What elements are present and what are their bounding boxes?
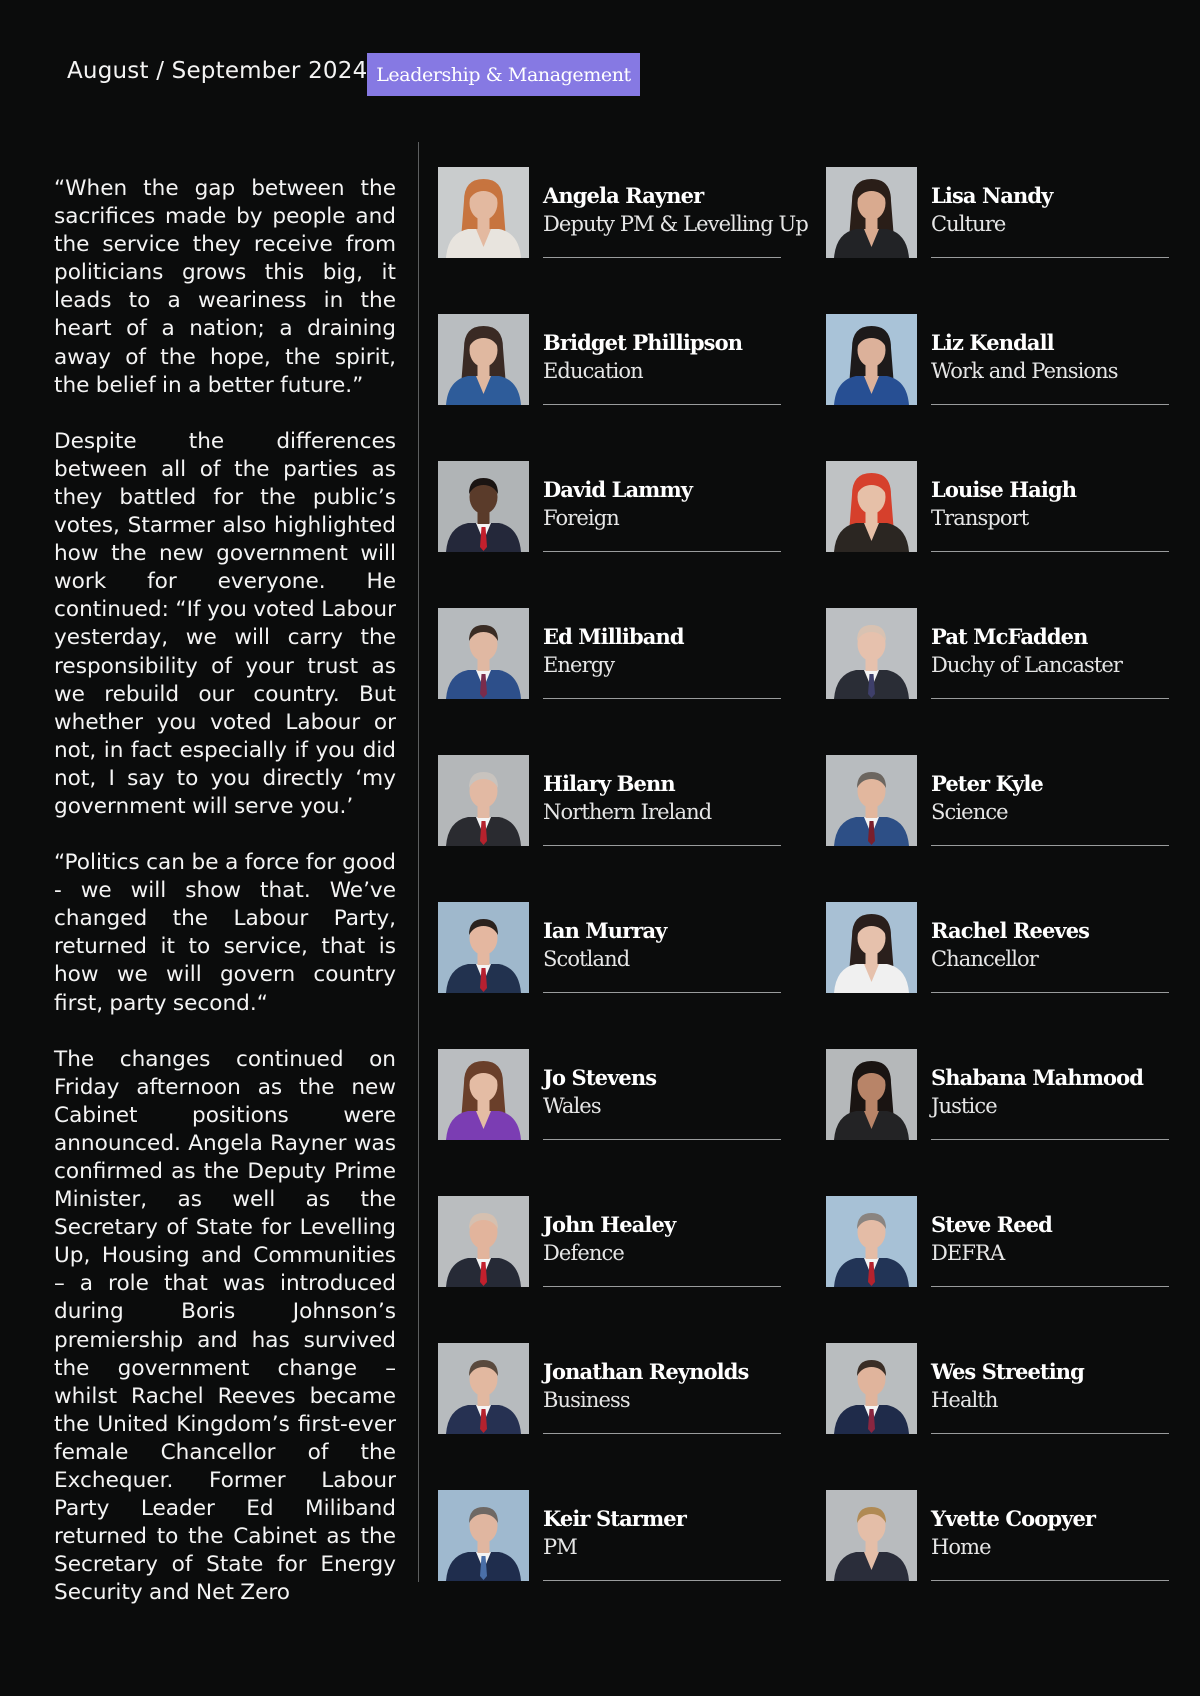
member-name: Angela Rayner bbox=[543, 183, 704, 208]
portrait-photo bbox=[826, 167, 917, 258]
portrait-figure bbox=[438, 902, 529, 993]
portrait-photo bbox=[438, 461, 529, 552]
member-role: Defence bbox=[543, 1241, 624, 1265]
member-info bbox=[543, 314, 781, 405]
portrait-photo bbox=[438, 1049, 529, 1140]
cabinet-member-card bbox=[438, 1343, 803, 1434]
member-role: Chancellor bbox=[931, 947, 1038, 971]
member-role: Home bbox=[931, 1535, 991, 1559]
portrait-figure bbox=[826, 461, 917, 552]
column-divider bbox=[418, 142, 419, 1582]
member-name: Lisa Nandy bbox=[931, 183, 1053, 208]
cabinet-member-card bbox=[826, 1490, 1191, 1581]
portrait-photo bbox=[826, 461, 917, 552]
portrait-figure bbox=[438, 608, 529, 699]
portrait-figure bbox=[438, 167, 529, 258]
cabinet-member-card bbox=[438, 902, 803, 993]
issue-date: August / September 2024 bbox=[67, 58, 368, 84]
portrait-photo bbox=[826, 755, 917, 846]
portrait-photo bbox=[826, 1490, 917, 1581]
member-info bbox=[931, 1049, 1169, 1140]
member-role: Health bbox=[931, 1388, 998, 1412]
member-name: Rachel Reeves bbox=[931, 918, 1090, 943]
member-name: Pat McFadden bbox=[931, 624, 1088, 649]
portrait-figure bbox=[826, 755, 917, 846]
member-name: John Healey bbox=[543, 1212, 676, 1237]
portrait-photo bbox=[438, 1196, 529, 1287]
portrait-photo bbox=[826, 608, 917, 699]
cabinet-member-card bbox=[826, 314, 1191, 405]
member-info bbox=[543, 167, 808, 258]
portrait-figure bbox=[826, 1049, 917, 1140]
portrait-photo bbox=[438, 167, 529, 258]
member-info bbox=[931, 1196, 1169, 1287]
cabinet-member-card bbox=[438, 314, 803, 405]
member-info bbox=[543, 1343, 781, 1434]
portrait-figure bbox=[438, 1196, 529, 1287]
portrait-figure bbox=[438, 314, 529, 405]
member-name: Jonathan Reynolds bbox=[543, 1359, 749, 1384]
member-name: David Lammy bbox=[543, 477, 693, 502]
portrait-photo bbox=[438, 1490, 529, 1581]
portrait-photo bbox=[826, 1196, 917, 1287]
member-name: Bridget Phillipson bbox=[543, 330, 743, 355]
member-info bbox=[543, 461, 781, 552]
portrait-photo bbox=[438, 755, 529, 846]
member-role: Justice bbox=[931, 1094, 997, 1118]
article-paragraph: “Politics can be a force for good - we will show that. We’ve changed the Labour Party, returned it to service, that is how we will govern country first, party second.“ bbox=[54, 850, 396, 1016]
member-role: DEFRA bbox=[931, 1241, 1005, 1265]
cabinet-member-card bbox=[826, 167, 1191, 258]
member-name: Ed Milliband bbox=[543, 624, 684, 649]
member-name: Yvette Coopyer bbox=[931, 1506, 1096, 1531]
portrait-photo bbox=[826, 314, 917, 405]
member-info bbox=[543, 608, 781, 699]
cabinet-member-card bbox=[438, 1049, 803, 1140]
member-role: Work and Pensions bbox=[931, 359, 1118, 383]
member-info bbox=[543, 1049, 781, 1140]
member-role: Culture bbox=[931, 212, 1006, 236]
member-role: Northern Ireland bbox=[543, 800, 712, 824]
cabinet-member-card bbox=[438, 1196, 803, 1287]
cabinet-member-card bbox=[826, 461, 1191, 552]
member-role: Science bbox=[931, 800, 1008, 824]
member-info bbox=[543, 902, 781, 993]
article-body bbox=[54, 175, 396, 1636]
member-role: Energy bbox=[543, 653, 615, 677]
portrait-figure bbox=[438, 1049, 529, 1140]
member-name: Steve Reed bbox=[931, 1212, 1052, 1237]
member-role: Business bbox=[543, 1388, 630, 1412]
member-role: Transport bbox=[931, 506, 1029, 530]
article-paragraph: The changes continued on Friday afternoon as the new Cabinet positions were announced. Angela Rayner was confirmed as the Deputy Prime Minister, as well as the Secretary of State for Levelling Up, Housing and Communities – a role that was introduced during Boris Johnson’s premiership and has survived the government change – whilst Rachel Reeves became the United Kingdom’s first-ever female Chancellor of the Exchequer. Former Labour Party Leader Ed Miliband returned to the Cabinet as the Secretary of State for Energy Security and Net Zero bbox=[54, 1046, 396, 1606]
portrait-figure bbox=[438, 461, 529, 552]
cabinet-member-card bbox=[438, 755, 803, 846]
portrait-figure bbox=[438, 1490, 529, 1581]
member-name: Keir Starmer bbox=[543, 1506, 686, 1531]
member-info bbox=[543, 755, 781, 846]
section-tag: Leadership & Management bbox=[367, 53, 640, 96]
portrait-photo bbox=[438, 1343, 529, 1434]
member-role: Foreign bbox=[543, 506, 619, 530]
portrait-photo bbox=[826, 1343, 917, 1434]
member-name: Hilary Benn bbox=[543, 771, 675, 796]
cabinet-member-card bbox=[826, 1049, 1191, 1140]
article-paragraph: “When the gap between the sacrifices made by people and the service they receive from politicians grows this big, it leads to a weariness in the heart of a nation; a draining away of the hope, the spirit, the belief in a better future.” bbox=[54, 176, 396, 398]
portrait-photo bbox=[438, 314, 529, 405]
member-name: Liz Kendall bbox=[931, 330, 1054, 355]
cabinet-member-card bbox=[826, 1196, 1191, 1287]
member-role: PM bbox=[543, 1535, 577, 1559]
portrait-photo bbox=[438, 608, 529, 699]
portrait-figure bbox=[438, 755, 529, 846]
portrait-figure bbox=[826, 1196, 917, 1287]
member-role: Duchy of Lancaster bbox=[931, 653, 1123, 677]
cabinet-member-card bbox=[826, 902, 1191, 993]
portrait-figure bbox=[826, 902, 917, 993]
cabinet-member-card bbox=[438, 608, 803, 699]
member-name: Ian Murray bbox=[543, 918, 667, 943]
member-role: Wales bbox=[543, 1094, 601, 1118]
member-name: Shabana Mahmood bbox=[931, 1065, 1144, 1090]
member-info bbox=[931, 1490, 1169, 1581]
member-info bbox=[931, 608, 1169, 699]
portrait-photo bbox=[826, 1049, 917, 1140]
cabinet-member-card bbox=[826, 608, 1191, 699]
cabinet-member-card bbox=[826, 1343, 1191, 1434]
member-info bbox=[931, 1343, 1169, 1434]
member-info bbox=[931, 314, 1169, 405]
portrait-figure bbox=[826, 1490, 917, 1581]
portrait-photo bbox=[826, 902, 917, 993]
member-role: Deputy PM & Levelling Up bbox=[543, 212, 808, 236]
member-info bbox=[931, 902, 1169, 993]
portrait-figure bbox=[826, 1343, 917, 1434]
member-role: Education bbox=[543, 359, 643, 383]
member-name: Jo Stevens bbox=[543, 1065, 657, 1090]
member-name: Louise Haigh bbox=[931, 477, 1077, 502]
article-paragraph: Despite the differences between all of the parties as they battled for the public’s votes, Starmer also highlighted how the new government will work for everyone. He continued: “If you voted Labour yesterday, we will carry the responsibility of your trust as we rebuild our country. But whether you voted Labour or not, in fact especially if you did not, I say to you directly ‘my government will serve you.’ bbox=[54, 428, 396, 819]
cabinet-member-card bbox=[438, 167, 808, 258]
member-info bbox=[931, 755, 1169, 846]
member-info bbox=[931, 167, 1169, 258]
portrait-figure bbox=[826, 314, 917, 405]
member-name: Wes Streeting bbox=[931, 1359, 1084, 1384]
member-info bbox=[543, 1490, 781, 1581]
portrait-figure bbox=[438, 1343, 529, 1434]
cabinet-member-card bbox=[438, 1490, 803, 1581]
portrait-figure bbox=[826, 167, 917, 258]
cabinet-member-card bbox=[438, 461, 803, 552]
portrait-photo bbox=[438, 902, 529, 993]
member-role: Scotland bbox=[543, 947, 630, 971]
member-name: Peter Kyle bbox=[931, 771, 1043, 796]
member-info bbox=[931, 461, 1169, 552]
portrait-figure bbox=[826, 608, 917, 699]
member-info bbox=[543, 1196, 781, 1287]
cabinet-member-card bbox=[826, 755, 1191, 846]
